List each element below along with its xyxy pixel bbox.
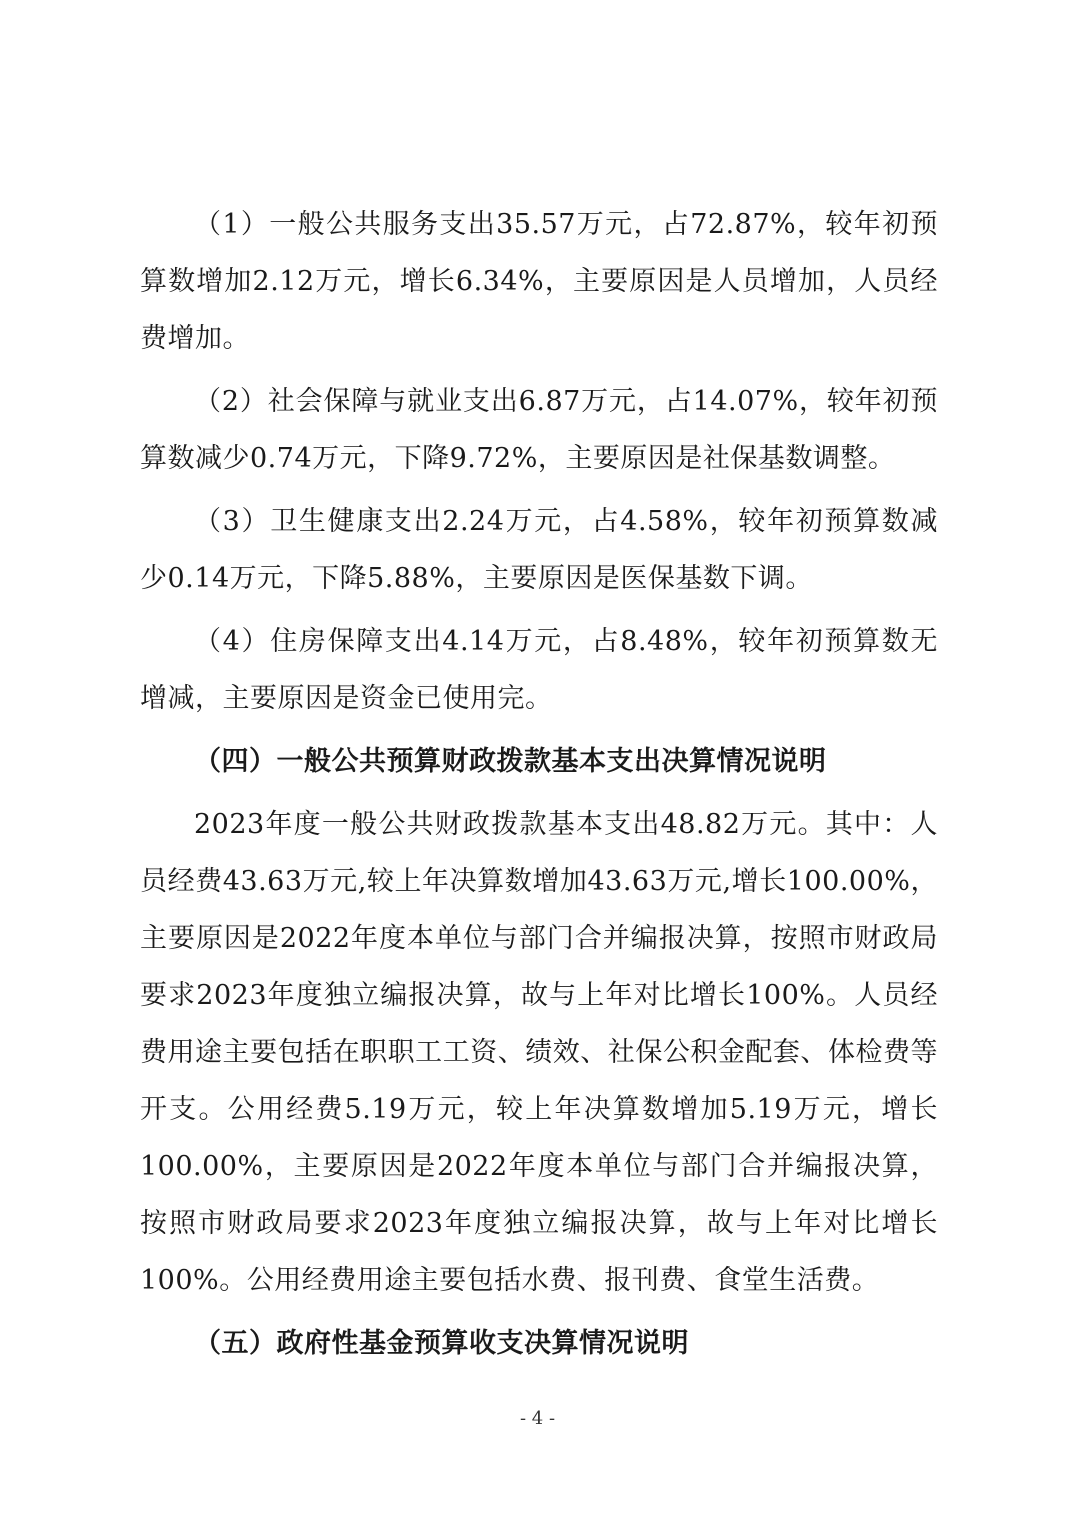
paragraph-health: （3）卫生健康支出2.24万元，占4.58%，较年初预算数减少0.14万元，下降5.88%，主要原因是医保基数下调。 xyxy=(140,506,938,594)
document-body xyxy=(140,196,938,1372)
page-number: - 4 - xyxy=(519,1408,556,1429)
paragraph-social-security: （2）社会保障与就业支出6.87万元，占14.07%，较年初预算数减少0.74万元，下降9.72%，主要原因是社保基数调整。 xyxy=(140,386,938,474)
paragraph-housing: （4）住房保障支出4.14万元，占8.48%，较年初预算数无增减，主要原因是资金已使用完。 xyxy=(140,626,938,714)
paragraph-general-public-services: （1）一般公共服务支出35.57万元，占72.87%，较年初预算数增加2.12万元，增长6.34%，主要原因是人员增加，人员经费增加。 xyxy=(140,209,938,354)
section-heading-basic-expenditure: （四）一般公共预算财政拨款基本支出决算情况说明 xyxy=(194,746,827,777)
paragraph-basic-expenditure: 2023年度一般公共财政拨款基本支出48.82万元。其中：人员经费43.63万元,较上年决算数增加43.63万元,增长100.00%，主要原因是2022年度本单位与部门合并编报决算，按照市财政局要求2023年度独立编报决算，故与上年对比增长100%。人员经费用途主要包括在职职工工资、绩效、社保公积金配套、体检费等开支。公用经费5.19万元，较上年决算数增加5.19万元，增长100.00%，主要原因是2022年度本单位与部门合并编报决算，按照市财政局要求2023年度独立编报决算，故与上年对比增长100%。公用经费用途主要包括水费、报刊费、食堂生活费。 xyxy=(140,809,938,1296)
section-heading-government-fund: （五）政府性基金预算收支决算情况说明 xyxy=(194,1328,689,1359)
